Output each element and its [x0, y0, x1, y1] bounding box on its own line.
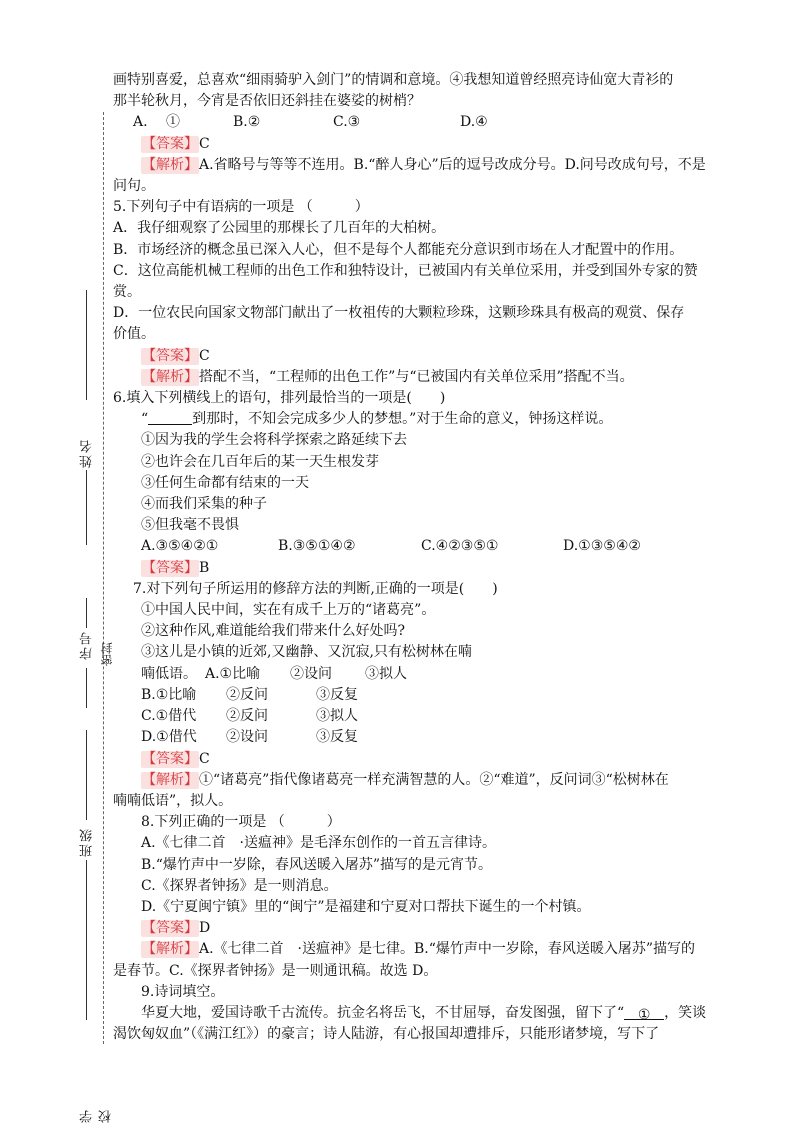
- q4-option-b: B.②: [233, 114, 261, 131]
- q6-answer: 【答案】B: [142, 559, 210, 576]
- q6-option-d: D.①③⑤④②: [563, 538, 641, 555]
- answer-tag: 【答案】: [142, 920, 198, 937]
- text-line: 那半轮秋月，今宵是否依旧还斜挂在婆娑的树梢？: [113, 93, 421, 110]
- q8-answer: 【答案】D: [142, 920, 211, 937]
- exam-content: [113, 70, 725, 1045]
- q9-paragraph-cont: 渴饮匈奴血”（《满江红》）的豪言；诗人陆游，有心报国却遭排斥，只能形诸梦境，写下了: [113, 1026, 660, 1043]
- q4-options: [113, 112, 725, 133]
- q8-analysis-cont: 是春节。C.《探界者钟扬》是一则通讯稿。故选 D。: [113, 962, 438, 979]
- q7-option-c-row: C.①借代 ②反问 ③拟人: [141, 708, 358, 725]
- q8-option-a: A.《七律二首 ·送瘟神》是毛泽东创作的一首五言律诗。: [141, 835, 497, 852]
- q6-option-c: C.④②③⑤①: [421, 538, 499, 555]
- analysis-tag: 【解析】: [142, 941, 198, 958]
- q6-item: ②也许会在几百年后的某一天生根发芽: [141, 453, 379, 470]
- q5-option-b: B．市场经济的概念虽已深入人心，但不是每个人都能充分意识到市场在人才配置中的作用。: [113, 241, 684, 258]
- q7-answer: 【答案】C: [142, 750, 210, 767]
- q6-item: ①因为我的学生会将科学探索之路延续下去: [141, 432, 407, 449]
- q7-option-d-row: D.①借代 ②设问 ③反复: [141, 729, 358, 746]
- school-label: 学校: [80, 1108, 114, 1123]
- q4-option-c: C.③: [333, 114, 361, 131]
- text-line: 画特别喜爱，总喜欢“细雨骑驴入剑门”的情调和意境。④我想知道曾经照亮诗仙宽大青衫的: [113, 72, 674, 88]
- q4-option-d: D.④: [460, 114, 488, 131]
- q5-option-c-cont: 赏。: [113, 284, 141, 301]
- q6-blank: [148, 410, 192, 425]
- q9-paragraph: 华夏大地，爱国诗歌千古流传。抗金名将岳飞，不甘屈辱，奋发图强，留下了“ ① ，笑谈: [141, 1004, 707, 1023]
- seat-label: 序号: [80, 630, 95, 660]
- q8-option-d: D.《宁夏闽宁镇》里的“闽宁”是福建和宁夏对口帮扶下诞生的一个村镇。: [141, 898, 591, 915]
- q6-option-a: A.③⑤④②①: [141, 538, 219, 555]
- q7-sentence: ①中国人民中间，实在有成千上万的“诸葛亮”。: [141, 602, 436, 619]
- analysis-tag: 【解析】: [142, 156, 198, 173]
- q9-stem: 9.诗词填空。: [141, 983, 225, 1000]
- class-label: 班级: [80, 827, 95, 857]
- q4-analysis: 【解析】A.省略号与等等不连用。B.“醉人身心”后的逗号改成分号。D.问号改成句号，不是: [142, 156, 706, 173]
- class-rule-lower: [86, 860, 87, 1020]
- q7-sentence: ③这儿是小镇的近郊,又幽静、又沉寂,只有松树林在喃: [141, 644, 472, 661]
- q5-option-a: A．我仔细观察了公园里的那棵长了几百年的大柏树。: [113, 220, 446, 237]
- q6-stem: 6.填入下列横线上的语句，排列最恰当的一项是( ): [113, 390, 446, 407]
- q8-option-b: B.“爆竹声中一岁除，春风送暖入屠苏”描写的是元宵节。: [141, 856, 493, 873]
- q5-stem: 5.下列句子中有语病的一项是 （ ）: [113, 199, 369, 216]
- q6-item: ③任何生命都有结束的一天: [141, 474, 309, 491]
- q7-option-b-row: B.①比喻 ②反问 ③反复: [141, 686, 358, 703]
- q8-stem: 8.下列正确的一项是 （ ）: [141, 814, 341, 831]
- analysis-tag: 【解析】: [142, 771, 198, 788]
- answer-tag: 【答案】: [142, 750, 198, 767]
- seat-rule: [86, 598, 87, 628]
- q6-quote: “ 到那时，不知会完成多少人的梦想。”对于生命的意义，钟扬这样说。: [141, 411, 613, 428]
- name-label: 姓名: [80, 438, 95, 468]
- q7-analysis-cont: 喃喃低语”，拟人。: [113, 792, 233, 809]
- q7-stem: 7.对下列句子所运用的修辞方法的判断,正确的一项是( ): [133, 580, 498, 597]
- seal-label: 密封: [100, 642, 114, 666]
- q4-answer: 【答案】C: [142, 135, 210, 152]
- q7-analysis: 【解析】①“诸葛亮”指代像诸葛亮一样充满智慧的人。②“难道”，反问词③“松树林在: [142, 771, 669, 788]
- seat-rule-lower: [86, 668, 87, 708]
- q6-option-b: B.③⑤①④②: [278, 538, 356, 555]
- q5-option-d: D．一位农民向国家文物部门献出了一枚祖传的大颗粒珍珠，这颗珍珠具有极高的观赏、保存: [113, 305, 685, 322]
- q5-option-d-cont: 价值。: [113, 326, 155, 343]
- answer-tag: 【答案】: [142, 347, 198, 364]
- binding-dashed-line: [103, 112, 104, 1044]
- answer-tag: 【答案】: [142, 135, 198, 152]
- name-rule-lower: [86, 470, 87, 545]
- name-rule: [86, 290, 87, 400]
- q8-option-c: C.《探界者钟扬》是一则消息。: [141, 877, 338, 894]
- answer-tag: 【答案】: [142, 559, 198, 576]
- q8-analysis: 【解析】A.《七律二首 ·送瘟神》是七律。B.“爆竹声中一岁除，春风送暖入屠苏”描写的: [142, 941, 696, 958]
- q7-option-a-row: 喃低语。 A.①比喻 ②设问 ③拟人: [113, 664, 725, 685]
- analysis-tag: 【解析】: [142, 368, 198, 385]
- q4-analysis-cont: 问句。: [113, 178, 155, 195]
- q4-option-a: A. ①: [133, 114, 181, 131]
- q7-sentence: ②这种作风,难道能给我们带来什么好处吗?: [141, 623, 405, 640]
- q6-options: [113, 536, 725, 557]
- q5-answer: 【答案】C: [142, 347, 210, 364]
- class-rule: [86, 730, 87, 820]
- q5-analysis: 【解析】搭配不当，“工程师的出色工作”与“已被国内有关单位采用”搭配不当。: [142, 368, 634, 385]
- q6-item: ④而我们采集的种子: [141, 496, 267, 513]
- q9-blank-1: ①: [624, 1005, 664, 1020]
- q7-sentence-cont: 喃低语。: [141, 665, 197, 682]
- q5-option-c: C．这位高能机械工程师的出色工作和独特设计，已被国内有关单位采用，并受到国外专家的赞: [113, 262, 698, 279]
- q6-item: ⑤但我毫不畏惧: [141, 517, 239, 534]
